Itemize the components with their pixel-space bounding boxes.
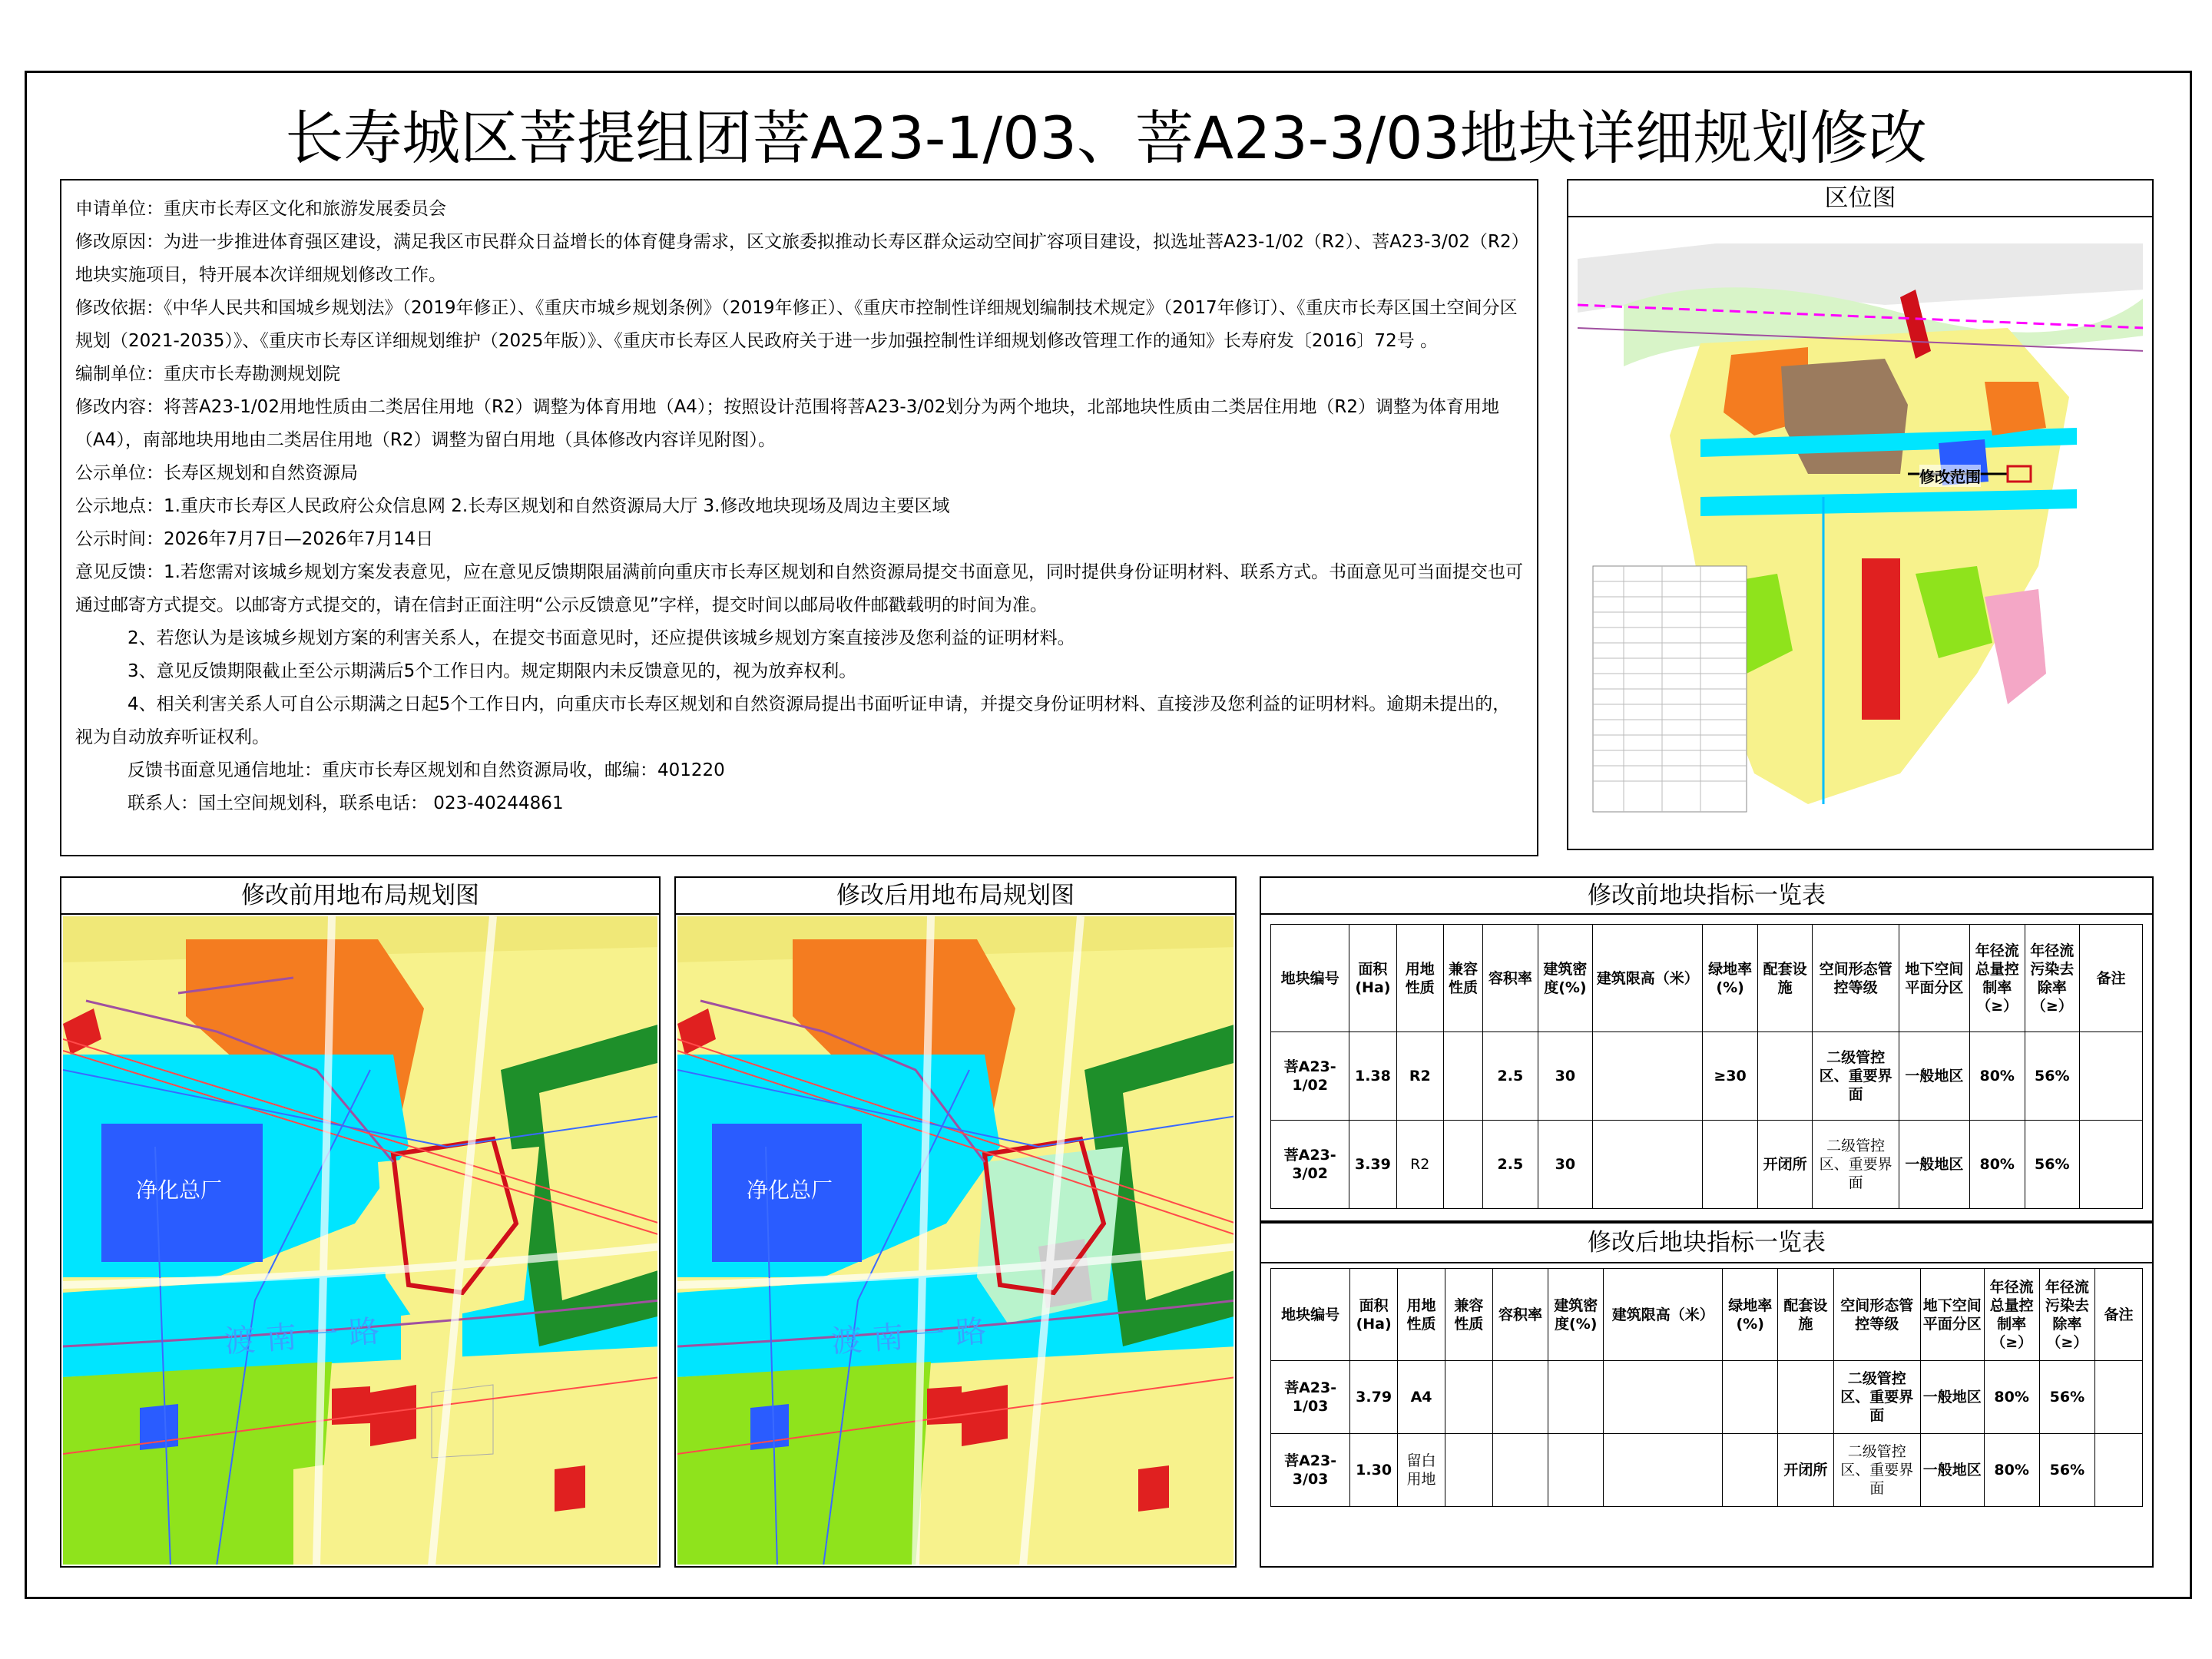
notice-line: 反馈书面意见通信地址：重庆市长寿区规划和自然资源局收，邮编：401220 xyxy=(127,760,725,780)
cell xyxy=(1443,1032,1482,1121)
cell xyxy=(1548,1434,1604,1507)
notice-line: 意见反馈：1.若您需对该城乡规划方案发表意见，应在意见反馈期限届满前向重庆市长寿区规划和自然资源局提交书面意见，同时提供身份证明材料、联系方式。书面意见可当面提交也可通过邮寄方式提交。以邮寄方式提交的，请在信封正面注明“公示反馈意见”字样，提交时间以邮局收件邮戳载明的时间为准。 xyxy=(75,562,1523,615)
table-header: 年径流总量控制率（≥） xyxy=(1969,925,2025,1032)
notice-line: 修改原因：为进一步推进体育强区建设，满足我区市民群众日益增长的体育健身需求，区文旅委拟推动长寿区群众运动空间扩容项目建设，拟选址菩A23-1/02（R2）、菩A23-3/02（R2）地块实施项目，特开展本次详细规划修改工作。 xyxy=(75,232,1521,285)
cell: 一般地区 xyxy=(1921,1434,1985,1507)
notice-line: 2、若您认为是该城乡规划方案的利害关系人，在提交书面意见时，还应提供该城乡规划方案直接涉及您利益的证明材料。 xyxy=(127,628,1075,648)
cell xyxy=(1548,1361,1604,1434)
table-header: 建筑密度(%) xyxy=(1538,925,1593,1032)
map-after xyxy=(677,916,1233,1565)
cell xyxy=(1757,1032,1813,1121)
cell xyxy=(1492,1434,1548,1507)
table-before xyxy=(1270,924,2143,1209)
notice-line: 3、意见反馈期限截止至公示期满后5个工作日内。规定期限内未反馈意见的，视为放弃权利。 xyxy=(127,661,857,681)
table-header: 面积(Ha) xyxy=(1350,1269,1398,1361)
cell xyxy=(1778,1361,1833,1434)
cell: 菩A23-3/03 xyxy=(1271,1434,1350,1507)
cell: 3.39 xyxy=(1349,1121,1396,1209)
table-header: 绿地率(%) xyxy=(1703,925,1758,1032)
cell: 1.38 xyxy=(1349,1032,1396,1121)
cell: 56% xyxy=(2025,1032,2080,1121)
table-header: 配套设施 xyxy=(1757,925,1813,1032)
table-header: 备注 xyxy=(2080,925,2143,1032)
cell xyxy=(1604,1361,1723,1434)
table-header: 地块编号 xyxy=(1271,1269,1350,1361)
table-header: 年径流污染去除率（≥） xyxy=(2025,925,2080,1032)
cell: 开闭所 xyxy=(1778,1434,1833,1507)
cell: 菩A23-1/02 xyxy=(1271,1032,1349,1121)
cell: 2.5 xyxy=(1483,1121,1538,1209)
table-header: 备注 xyxy=(2095,1269,2143,1361)
cell: 2.5 xyxy=(1483,1032,1538,1121)
table-header: 容积率 xyxy=(1492,1269,1548,1361)
cell: ≥30 xyxy=(1703,1032,1758,1121)
cell: 30 xyxy=(1538,1121,1593,1209)
cell: 二级管控区、重要界面 xyxy=(1813,1121,1899,1209)
map-before-graphic xyxy=(63,916,657,1565)
table-header: 绿地率(%) xyxy=(1723,1269,1778,1361)
table-header: 建筑限高（米） xyxy=(1593,925,1703,1032)
notice-line: 4、相关利害关系人可自公示期满之日起5个工作日内，向重庆市长寿区规划和自然资源局提出书面听证申请，并提交身份证明材料、直接涉及您利益的证明材料。逾期未提出的，视为自动放弃听证权利。 xyxy=(75,694,1511,747)
table-header: 年径流污染去除率（≥） xyxy=(2039,1269,2094,1361)
map-after-panel xyxy=(674,876,1237,1568)
cell: 一般地区 xyxy=(1899,1121,1969,1209)
cell xyxy=(2080,1121,2143,1209)
cell xyxy=(1593,1032,1703,1121)
table-after-panel xyxy=(1260,1222,2154,1568)
notice-line: 编制单位：重庆市长寿勘测规划院 xyxy=(75,364,340,384)
location-map-range-label: 修改范围 xyxy=(1919,465,1981,487)
cell: 56% xyxy=(2039,1361,2094,1434)
cell xyxy=(1703,1121,1758,1209)
notice-line: 联系人：国土空间规划科，联系电话： 023-40244861 xyxy=(127,793,564,813)
table-header: 年径流总量控制率（≥） xyxy=(1984,1269,2039,1361)
cell xyxy=(1593,1121,1703,1209)
notice-line: 修改依据：《中华人民共和国城乡规划法》（2019年修正）、《重庆市城乡规划条例》（2019年修正）、《重庆市控制性详细规划编制技术规定》（2017年修订）、《重庆市长寿区国土空间分区规划（2021-2035）》、《重庆市长寿区详细规划维护（2025年版）》、《重庆市长寿区人民政府关于进一步加强控制性详细规划修改管理工作的通知》长寿府发〔2016〕72号 。 xyxy=(75,298,1518,351)
cell: 1.30 xyxy=(1350,1434,1398,1507)
cell xyxy=(2080,1032,2143,1121)
cell: 菩A23-1/03 xyxy=(1271,1361,1350,1434)
notice-line: 公示时间：2026年7月7日—2026年7月14日 xyxy=(75,529,434,549)
cell: 一般地区 xyxy=(1899,1032,1969,1121)
cell: 80% xyxy=(1969,1032,2025,1121)
notice-line: 修改内容：将菩A23-1/02用地性质由二类居住用地（R2）调整为体育用地（A4）；按照设计范围将菩A23-3/02划分为两个地块，北部地块性质由二类居住用地（R2）调整为体育用地（A4），南部地块用地由二类居住用地（R2）调整为留白用地（具体修改内容详见附图）。 xyxy=(75,397,1499,450)
cell: 开闭所 xyxy=(1757,1121,1813,1209)
cell: 留白用地 xyxy=(1398,1434,1445,1507)
location-map-title: 区位图 xyxy=(1568,180,2152,217)
plant-label: 净化总厂 xyxy=(136,1177,223,1203)
table-header: 建筑限高（米） xyxy=(1604,1269,1723,1361)
cell: 二级管控区、重要界面 xyxy=(1833,1361,1921,1434)
location-map-graphic xyxy=(1578,243,2143,821)
cell: 3.79 xyxy=(1350,1361,1398,1434)
cell xyxy=(1445,1434,1492,1507)
table-row xyxy=(1271,1361,2143,1434)
plant-label: 净化总厂 xyxy=(747,1177,833,1203)
map-after-graphic xyxy=(677,916,1233,1565)
cell: A4 xyxy=(1398,1361,1445,1434)
table-row xyxy=(1271,1434,2143,1507)
cell: R2 xyxy=(1396,1032,1443,1121)
road-label: 渡南一路 xyxy=(223,1313,392,1360)
table-header: 配套设施 xyxy=(1778,1269,1833,1361)
table-header: 面积(Ha) xyxy=(1349,925,1396,1032)
table-before-title: 修改前地块指标一览表 xyxy=(1261,878,2152,915)
table-before-panel xyxy=(1260,876,2154,1222)
cell: 二级管控区、重要界面 xyxy=(1813,1032,1899,1121)
road-label: 渡南一路 xyxy=(830,1313,998,1360)
table-header: 用地性质 xyxy=(1398,1269,1445,1361)
notice-line: 公示单位：长寿区规划和自然资源局 xyxy=(75,463,358,483)
cell: 80% xyxy=(1984,1361,2039,1434)
map-before-panel xyxy=(60,876,661,1568)
cell xyxy=(2095,1434,2143,1507)
cell xyxy=(2095,1361,2143,1434)
table-header: 地下空间平面分区 xyxy=(1899,925,1969,1032)
cell xyxy=(1723,1434,1778,1507)
table-header: 容积率 xyxy=(1483,925,1538,1032)
table-after xyxy=(1270,1268,2143,1507)
map-before xyxy=(63,916,657,1565)
location-map-panel xyxy=(1567,179,2154,850)
table-header: 兼容性质 xyxy=(1443,925,1482,1032)
table-row xyxy=(1271,1121,2143,1209)
cell: 菩A23-3/02 xyxy=(1271,1121,1349,1209)
cell: 30 xyxy=(1538,1032,1593,1121)
table-header: 地下空间平面分区 xyxy=(1921,1269,1985,1361)
cell: 56% xyxy=(2039,1434,2094,1507)
table-header: 兼容性质 xyxy=(1445,1269,1492,1361)
cell: 56% xyxy=(2025,1121,2080,1209)
cell: 一般地区 xyxy=(1921,1361,1985,1434)
table-header: 空间形态管控等级 xyxy=(1833,1269,1921,1361)
notice-line: 公示地点：1.重庆市长寿区人民政府公众信息网 2.长寿区规划和自然资源局大厅 3.修改地块现场及周边主要区域 xyxy=(75,496,950,516)
table-header: 用地性质 xyxy=(1396,925,1443,1032)
table-header: 空间形态管控等级 xyxy=(1813,925,1899,1032)
cell xyxy=(1445,1361,1492,1434)
notice-box xyxy=(60,179,1538,856)
map-after-title: 修改后用地布局规划图 xyxy=(676,878,1235,915)
location-map xyxy=(1578,243,2143,821)
cell: R2 xyxy=(1396,1121,1443,1209)
cell xyxy=(1723,1361,1778,1434)
cell: 二级管控区、重要界面 xyxy=(1833,1434,1921,1507)
table-after-title: 修改后地块指标一览表 xyxy=(1261,1224,2152,1263)
map-before-title: 修改前用地布局规划图 xyxy=(61,878,659,915)
table-header: 地块编号 xyxy=(1271,925,1349,1032)
table-row xyxy=(1271,1032,2143,1121)
cell xyxy=(1492,1361,1548,1434)
cell xyxy=(1604,1434,1723,1507)
page-title: 长寿城区菩提组团菩A23-1/03、菩A23-3/03地块详细规划修改 xyxy=(285,104,1927,172)
cell: 80% xyxy=(1969,1121,2025,1209)
table-header: 建筑密度(%) xyxy=(1548,1269,1604,1361)
cell xyxy=(1443,1121,1482,1209)
notice-line: 申请单位：重庆市长寿区文化和旅游发展委员会 xyxy=(75,199,446,219)
cell: 80% xyxy=(1984,1434,2039,1507)
